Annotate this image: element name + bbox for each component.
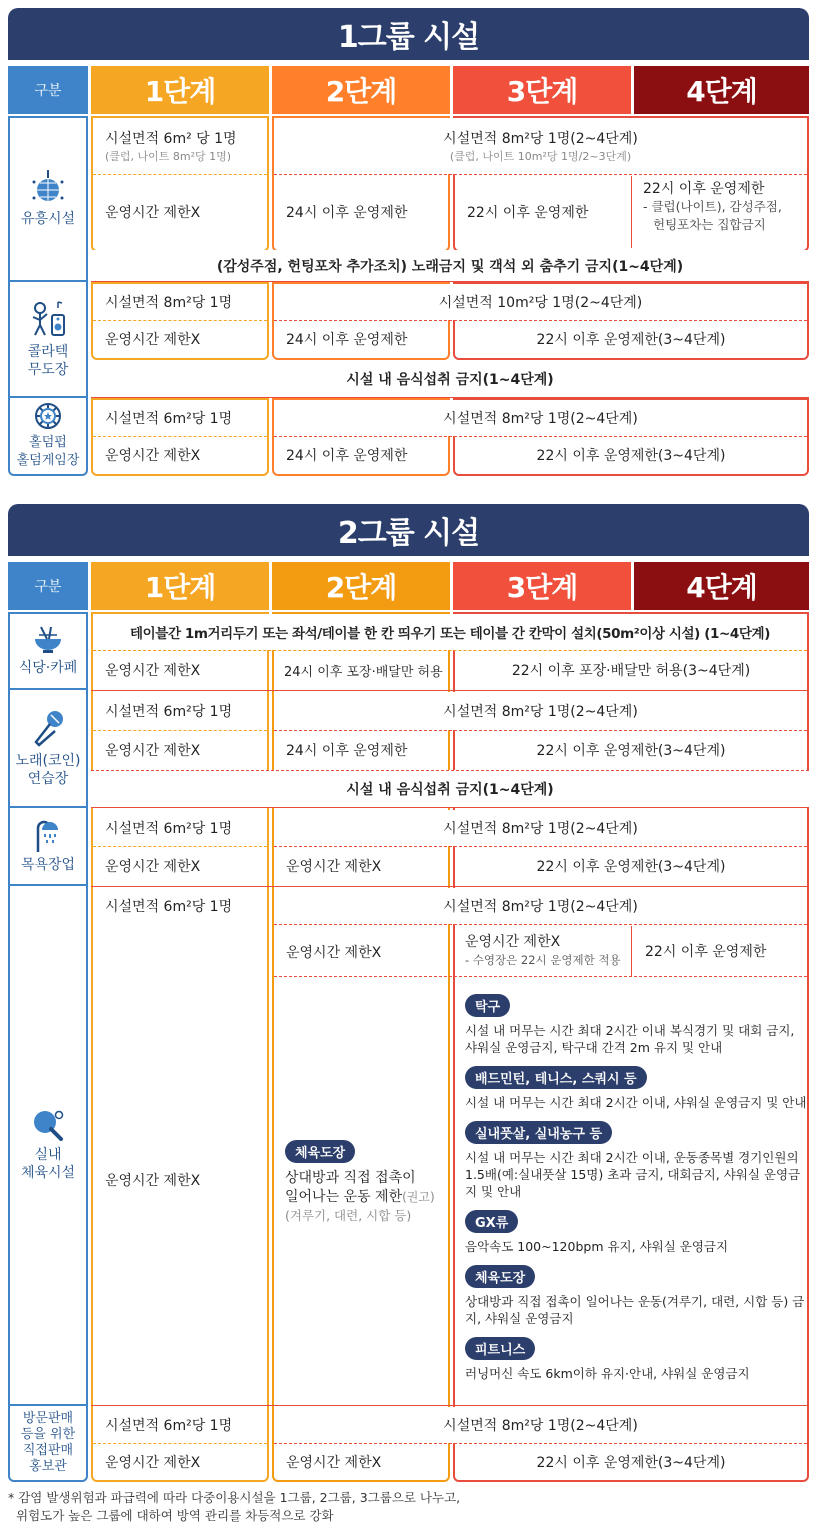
group2-stage-3: 3단계: [453, 562, 631, 610]
hours-s1: 운영시간 제한X: [105, 1455, 201, 1471]
category-karaoke: [8, 690, 88, 808]
rule-pill: 피트니스: [465, 1337, 535, 1360]
group1-stage-1: 1단계: [91, 66, 269, 114]
rule-desc: 시설 내 머무는 시간 최대 2시간 이내 복식경기 및 대회 금지, 샤워실 운영금지, 탁구대 간격 2m 유지 및 안내: [465, 1023, 795, 1055]
cell: [274, 118, 807, 174]
area-s1: 시설면적 6m²당 1명: [105, 704, 233, 720]
rule-desc: 음악속도 100~120bpm 유지, 샤워실 운영금지: [465, 1239, 729, 1254]
group1-stage-3: 3단계: [453, 66, 631, 114]
hours-s3-text: 운영시간 제한X: [465, 934, 561, 950]
microphone-icon: [30, 708, 66, 748]
category-label-line2: 체육시설: [20, 1165, 76, 1181]
dancer-speaker-icon: [28, 299, 68, 339]
divider: [91, 1405, 809, 1406]
group2-gubun-header: 구분: [8, 562, 88, 610]
group2-stage-4: 4단계: [634, 562, 809, 610]
entertainment-extra-rule: (감성주점, 헌팅포차 추가조치) 노래금지 및 객석 외 춤추기 금지(1~4단계): [91, 250, 809, 282]
hours-s1: 운영시간 제한X: [105, 743, 201, 759]
area-s2: 시설면적 8m²당 1명(2~4단계): [274, 888, 807, 924]
area-s1: 시설면적 6m²당 1명: [105, 411, 233, 427]
rule-pill: 체육도장: [465, 1265, 535, 1288]
poker-chip-icon: [34, 402, 62, 430]
category-label-line2: 등을 위한: [20, 1427, 76, 1442]
rule-item: [465, 1121, 807, 1200]
noodle-bowl-icon: [31, 625, 65, 655]
area-s1: 시설면적 6m²당 1명: [105, 899, 233, 915]
rule-item: [465, 1066, 807, 1111]
divider: [91, 690, 809, 691]
group1-stage-2: 2단계: [272, 66, 450, 114]
hours-s2: 24시 이후 포장·배달만 허용: [284, 664, 443, 680]
hours-s1: 운영시간 제한X: [105, 332, 201, 348]
hours-s3: 22시 이후 운영제한(3~4단계): [536, 743, 726, 759]
rule-desc: 러닝머신 속도 6km이하 유지·안내, 샤워실 운영금지: [465, 1366, 750, 1381]
footnote: [8, 1489, 808, 1525]
hours-s2: 24시 이후 운영제한: [286, 448, 408, 464]
group2-title: 2그룹 시설: [8, 504, 809, 556]
restaurant-rule: 테이블간 1m거리두기 또는 좌석/테이블 한 칸 띄우기 또는 테이블 간 칸막이 설치(50m²이상 시설) (1~4단계): [93, 614, 807, 650]
hours-s3: 22시 이후 운영제한(3~4단계): [536, 448, 726, 464]
rule-pill: 실내풋살, 실내농구 등: [465, 1121, 612, 1144]
area-s2: 시설면적 8m²당 1명(2~4단계): [274, 400, 807, 436]
divider: [274, 924, 807, 925]
area-note: (클럽, 나이트 10m²당 1명/2~3단계): [449, 150, 632, 163]
area-s2: 시설면적 8m²당 1명(2~4단계): [274, 810, 807, 846]
area-text: 시설면적 8m²당 1명(2~4단계): [443, 131, 638, 147]
category-label: 식당·카페: [18, 660, 78, 676]
divider: [631, 926, 632, 976]
category-label-line2: 무도장: [27, 362, 69, 378]
rule-pill: GX류: [465, 1210, 518, 1233]
category-label-line2: 홀덤게임장: [16, 453, 80, 468]
area-note: (클럽, 나이트 8m²당 1명): [105, 150, 232, 163]
area-s2: 시설면적 10m²당 1명(2~4단계): [274, 284, 807, 320]
hours-s1: 운영시간 제한X: [105, 663, 201, 679]
category-label-line1: 콜라텍: [27, 344, 69, 360]
rule-pill: 탁구: [465, 994, 510, 1017]
category-colatec: [8, 282, 88, 398]
hours-s3: 22시 이후 운영제한(3~4단계): [536, 332, 726, 348]
hours-s3-note: - 수영장은 22시 운영제한 적용: [465, 953, 621, 967]
divider: [274, 976, 807, 977]
rule-desc: 시설 내 머무는 시간 최대 2시간 이내, 샤워실 운영금지 및 안내: [465, 1095, 807, 1110]
category-label-line1: 홀덤펍: [29, 435, 67, 450]
rule-desc1: 상대방과 직접 접촉이: [285, 1170, 416, 1186]
category-label: 유흥시설: [20, 211, 76, 227]
category-sales: [8, 1406, 88, 1482]
category-holdem: [8, 398, 88, 476]
rule-pill: 배드민턴, 테니스, 스쿼시 등: [465, 1066, 647, 1089]
area-s2: 시설면적 8m²당 1명(2~4단계): [274, 692, 807, 730]
group1-title: 1그룹 시설: [8, 8, 809, 60]
category-restaurant: [8, 612, 88, 690]
hours-s2: 24시 이후 운영제한: [286, 205, 408, 221]
shower-icon: [32, 818, 64, 852]
category-label-line3: 직접판매: [22, 1443, 74, 1458]
hours-s2: 운영시간 제한X: [286, 1455, 382, 1471]
rule-desc3: (겨루기, 대련, 시합 등): [285, 1208, 412, 1223]
category-entertainment: [8, 116, 88, 282]
rule-desc: 시설 내 머무는 시간 최대 2시간 이내, 운동종목별 경기인원의 1.5배(예:실내풋살 15명) 초과 금지, 대회금지, 샤워실 운영금지 및 안내: [465, 1150, 801, 1199]
area-s2: 시설면적 8m²당 1명(2~4단계): [274, 1407, 807, 1443]
karaoke-extra-rule: 시설 내 음식섭취 금지(1~4단계): [91, 770, 809, 808]
rule-pill: 체육도장: [285, 1140, 355, 1163]
category-bath: [8, 808, 88, 886]
colatec-extra-rule: 시설 내 음식섭취 금지(1~4단계): [91, 360, 809, 398]
hours-s3: [465, 933, 629, 973]
footnote-line1: * 감염 발생위험과 파급력에 따라 다중이용시설을 1그룹, 2그룹, 3그룹으로 나누고,: [8, 1490, 461, 1505]
hours-s2: 운영시간 제한X: [286, 859, 382, 875]
hours-s3: 22시 이후 운영제한(3~4단계): [536, 1455, 726, 1471]
hours-s2: 24시 이후 운영제한: [286, 332, 408, 348]
hours-s3: 22시 이후 운영제한: [467, 205, 589, 221]
sports-s2-recommendation: [285, 1140, 445, 1225]
category-label-line1: 노래(코인): [15, 753, 81, 769]
hours-s2: 운영시간 제한X: [286, 945, 382, 961]
divider: [631, 176, 632, 248]
rule-item: [465, 994, 807, 1056]
divider: [91, 886, 809, 887]
rule-desc2-wrap: [285, 1188, 445, 1207]
area-text: 시설면적 6m² 당 1명: [105, 131, 237, 147]
rule-desc2-note: (권고): [402, 1190, 435, 1204]
hours-s4-note2: 헌팅포차는 집합금지: [653, 217, 766, 232]
hours-s1: 운영시간 제한X: [105, 205, 201, 221]
disco-ball-icon: [31, 170, 65, 206]
area-s1: 시설면적 6m²당 1명: [105, 821, 233, 837]
hours-s3: 22시 이후 포장·배달만 허용(3~4단계): [511, 663, 751, 679]
group1-stage-4: 4단계: [634, 66, 809, 114]
group2-stage-2: 2단계: [272, 562, 450, 610]
group2-stage-1: 1단계: [91, 562, 269, 610]
area-s1: 시설면적 8m²당 1명: [105, 295, 233, 311]
footnote-line2: 위험도가 높은 그룹에 대하여 방역 관리를 차등적으로 강화: [16, 1508, 334, 1523]
rule-item: [465, 1265, 807, 1327]
category-label-line4: 홍보관: [29, 1459, 67, 1474]
hours-s1: 운영시간 제한X: [105, 1173, 201, 1189]
category-sports: [8, 886, 88, 1406]
group1-gubun-header: 구분: [8, 66, 88, 114]
rule-desc2: 일어나는 운동 제한: [285, 1189, 403, 1205]
category-label-line1: 방문판매: [22, 1411, 74, 1426]
ping-pong-icon: [31, 1108, 65, 1142]
hours-s4: 22시 이후 운영제한: [645, 944, 767, 960]
area-s1: 시설면적 6m²당 1명: [105, 1418, 233, 1434]
hours-s1: 운영시간 제한X: [105, 859, 201, 875]
hours-s4-text: 22시 이후 운영제한: [643, 181, 765, 197]
hours-s4-note1: - 클럽(나이트), 감성주점,: [643, 199, 782, 214]
category-label: 목욕장업: [20, 857, 76, 873]
category-label-line2: 연습장: [27, 771, 69, 787]
hours-s1: 운영시간 제한X: [105, 448, 201, 464]
rule-item: [465, 1210, 807, 1255]
sports-rules-list: [465, 994, 807, 1382]
category-label-line1: 실내: [34, 1147, 62, 1163]
hours-s2: 24시 이후 운영제한: [286, 743, 408, 759]
rule-desc: 상대방과 직접 접촉이 일어나는 운동(겨루기, 대련, 시합 등) 금지, 샤워실 운영금지: [465, 1294, 805, 1326]
hours-s3: 22시 이후 운영제한(3~4단계): [536, 859, 726, 875]
rule-item: [465, 1337, 807, 1382]
hours-s4: [643, 180, 809, 244]
cell: [93, 118, 267, 174]
